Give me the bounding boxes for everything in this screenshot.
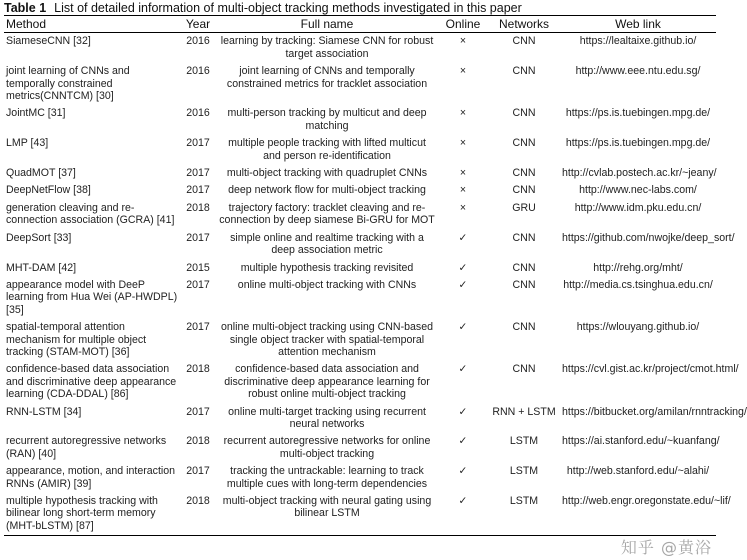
web-link[interactable]: https://wlouyang.github.io/	[576, 321, 700, 334]
table-label: Table 1	[4, 1, 47, 15]
web-link[interactable]: https://cvl.gist.ac.kr/project/cmot.html/	[562, 363, 739, 376]
web-link[interactable]: http://www.nec-labs.com/	[579, 184, 697, 197]
networks-cell: LSTM	[509, 465, 539, 478]
header-networks: Networks	[488, 16, 560, 33]
web-link[interactable]: https://ps.is.tuebingen.mpg.de/	[565, 137, 711, 150]
year-cell: 2015	[186, 261, 210, 274]
table-row	[4, 230, 716, 260]
year-cell: 2018	[186, 363, 210, 376]
full-name-cell: joint learning of CNNs and temporally constrained metrics for tracklet association	[226, 65, 428, 90]
table-row	[4, 33, 716, 63]
method-cell: recurrent autoregressive networks (RAN) [40]	[6, 435, 167, 460]
full-name-cell: confidence-based data association and discriminative deep appearance learning for robust online multi-object tracking	[224, 363, 430, 401]
year-cell: 2017	[186, 405, 210, 418]
year-cell: 2016	[186, 107, 210, 120]
web-link[interactable]: http://cvlab.postech.ac.kr/~jeany/	[562, 167, 717, 180]
table-row	[4, 493, 716, 536]
year-cell: 2017	[186, 137, 210, 150]
full-name-cell: learning by tracking: Siamese CNN for robust target association	[220, 35, 434, 60]
table-row	[4, 319, 716, 361]
online-cell: ✓	[458, 363, 468, 376]
method-cell: multiple hypothesis tracking with bilinear long short-term memory (MHT-bLSTM) [87]	[4, 493, 180, 536]
online-cell: ✓	[458, 261, 468, 274]
online-cell: ✓	[458, 405, 468, 418]
networks-cell: CNN	[512, 261, 536, 274]
header-web-link: Web link	[560, 16, 716, 33]
table-row	[4, 200, 716, 230]
web-link[interactable]: http://rehg.org/mht/	[593, 261, 683, 274]
watermark: 知乎 @黄浴	[620, 538, 712, 557]
table-row	[4, 63, 716, 105]
networks-cell: CNN	[512, 107, 536, 120]
networks-cell: LSTM	[509, 435, 539, 448]
full-name-cell: multiple hypothesis tracking revisited	[240, 261, 414, 274]
year-cell: 2017	[186, 231, 210, 244]
networks-cell: CNN	[512, 35, 536, 48]
method-cell: generation cleaving and re-connection association (GCRA) [41]	[6, 201, 175, 227]
year-cell: 2017	[186, 278, 210, 291]
year-cell: 2017	[186, 465, 210, 478]
online-cell: ×	[459, 107, 467, 120]
year-cell: 2018	[180, 493, 216, 536]
year-cell: 2016	[186, 65, 210, 78]
online-cell: ✓	[458, 278, 468, 291]
method-cell: spatial-temporal attention mechanism for multiple object tracking (STAM-MOT) [36]	[6, 321, 147, 358]
online-cell: ×	[459, 167, 467, 180]
table-row	[4, 361, 716, 403]
method-cell: JointMC [31]	[6, 107, 66, 120]
year-cell: 2017	[186, 184, 210, 197]
online-cell: ✓	[458, 435, 468, 448]
table-row	[4, 433, 716, 463]
full-name-cell: online multi-target tracking using recurrent neural networks	[228, 405, 426, 430]
method-cell: confidence-based data association and discriminative deep appearance learning (CDA-DDAL) [86]	[6, 363, 177, 401]
web-link[interactable]: https://ps.is.tuebingen.mpg.de/	[565, 107, 711, 120]
web-link[interactable]: https://github.com/nwojke/deep_sort/	[562, 231, 735, 244]
online-cell: ×	[459, 201, 467, 214]
web-link[interactable]: https://ai.stanford.edu/~kuanfang/	[562, 435, 720, 448]
networks-cell: CNN	[512, 137, 536, 150]
full-name-cell: multi-person tracking by multicut and deep matching	[227, 107, 427, 132]
web-link[interactable]: http://web.engr.oregonstate.edu/~lif/	[560, 493, 716, 536]
full-name-cell: trajectory factory: tracklet cleaving and re-connection by deep siamese Bi-GRU for MOT	[219, 201, 435, 227]
networks-cell: GRU	[512, 201, 536, 214]
method-cell: appearance, motion, and interaction RNNs (AMIR) [39]	[6, 465, 176, 490]
method-cell: DeepSort [33]	[6, 231, 72, 244]
year-cell: 2017	[186, 321, 210, 334]
online-cell: ✓	[458, 465, 468, 478]
online-cell: ×	[459, 184, 467, 197]
year-cell: 2018	[186, 201, 210, 214]
web-link[interactable]: https://bitbucket.org/amilan/rnntracking/	[562, 405, 747, 418]
tracking-methods-table	[4, 15, 747, 536]
web-link[interactable]: https://lealtaixe.github.io/	[579, 35, 697, 48]
header-method: Method	[4, 16, 180, 33]
method-cell: LMP [43]	[6, 137, 49, 150]
method-cell: appearance model with DeeP learning from Hua Wei (AP-HWDPL) [35]	[6, 278, 178, 316]
full-name-cell: simple online and realtime tracking with a deep association metric	[230, 231, 424, 257]
online-cell: ×	[459, 65, 467, 78]
full-name-cell: multi-object tracking with quadruplet CNNs	[226, 167, 428, 180]
caption-text: List of detailed information of multi-object tracking methods investigated in this paper	[54, 1, 522, 15]
full-name-cell: deep network flow for multi-object tracking	[228, 184, 426, 197]
networks-cell: CNN	[512, 167, 536, 180]
online-cell: ✓	[458, 321, 468, 334]
networks-cell: CNN	[512, 184, 536, 197]
full-name-cell: tracking the untrackable: learning to track multiple cues with long-term dependencies	[226, 465, 428, 490]
header-full-name: Full name	[216, 16, 438, 33]
networks-cell: CNN	[512, 278, 536, 291]
header-year: Year	[180, 16, 216, 33]
method-cell: QuadMOT [37]	[6, 167, 76, 180]
method-cell: DeepNetFlow [38]	[6, 184, 91, 197]
web-link[interactable]: http://www.eee.ntu.edu.sg/	[575, 65, 701, 78]
networks-cell: CNN	[512, 321, 536, 334]
table-row	[4, 260, 716, 277]
year-cell: 2017	[186, 167, 210, 180]
networks-cell: RNN + LSTM	[492, 405, 556, 418]
full-name-cell: multi-object tracking with neural gating using bilinear LSTM	[216, 493, 438, 536]
full-name-cell: online multi-object tracking using CNN-based single object tracker with spatial-temporal attention mechanism	[221, 321, 433, 358]
method-cell: RNN-LSTM [34]	[6, 405, 82, 418]
full-name-cell: multiple people tracking with lifted multicut and person re-identification	[228, 137, 426, 162]
online-cell: ✓	[438, 493, 488, 536]
year-cell: 2018	[186, 435, 210, 448]
web-link[interactable]: http://web.stanford.edu/~alahi/	[566, 465, 710, 478]
online-cell: ✓	[458, 231, 468, 244]
table-row	[4, 105, 716, 135]
networks-cell: LSTM	[488, 493, 560, 536]
networks-cell: CNN	[512, 231, 536, 244]
table-row	[4, 404, 716, 434]
method-cell: SiameseCNN [32]	[6, 35, 91, 48]
full-name-cell: recurrent autoregressive networks for online multi-object tracking	[223, 435, 431, 460]
table-row	[4, 135, 716, 165]
table-row	[4, 165, 716, 182]
online-cell: ×	[459, 137, 467, 150]
networks-cell: CNN	[512, 65, 536, 78]
table-row	[4, 463, 716, 493]
header-row	[4, 16, 716, 33]
full-name-cell: online multi-object tracking with CNNs	[237, 278, 417, 291]
table-row	[4, 277, 716, 319]
web-link[interactable]: http://www.idm.pku.edu.cn/	[574, 201, 702, 214]
year-cell: 2016	[186, 35, 210, 48]
networks-cell: CNN	[512, 363, 536, 376]
header-online: Online	[438, 16, 488, 33]
table-caption	[4, 1, 522, 15]
online-cell: ×	[459, 35, 467, 48]
method-cell: joint learning of CNNs and temporally constrained metrics(CNNTCM) [30]	[6, 65, 130, 103]
web-link[interactable]: http://media.cs.tsinghua.edu.cn/	[563, 278, 713, 291]
method-cell: MHT-DAM [42]	[6, 261, 77, 274]
table-row	[4, 182, 716, 199]
